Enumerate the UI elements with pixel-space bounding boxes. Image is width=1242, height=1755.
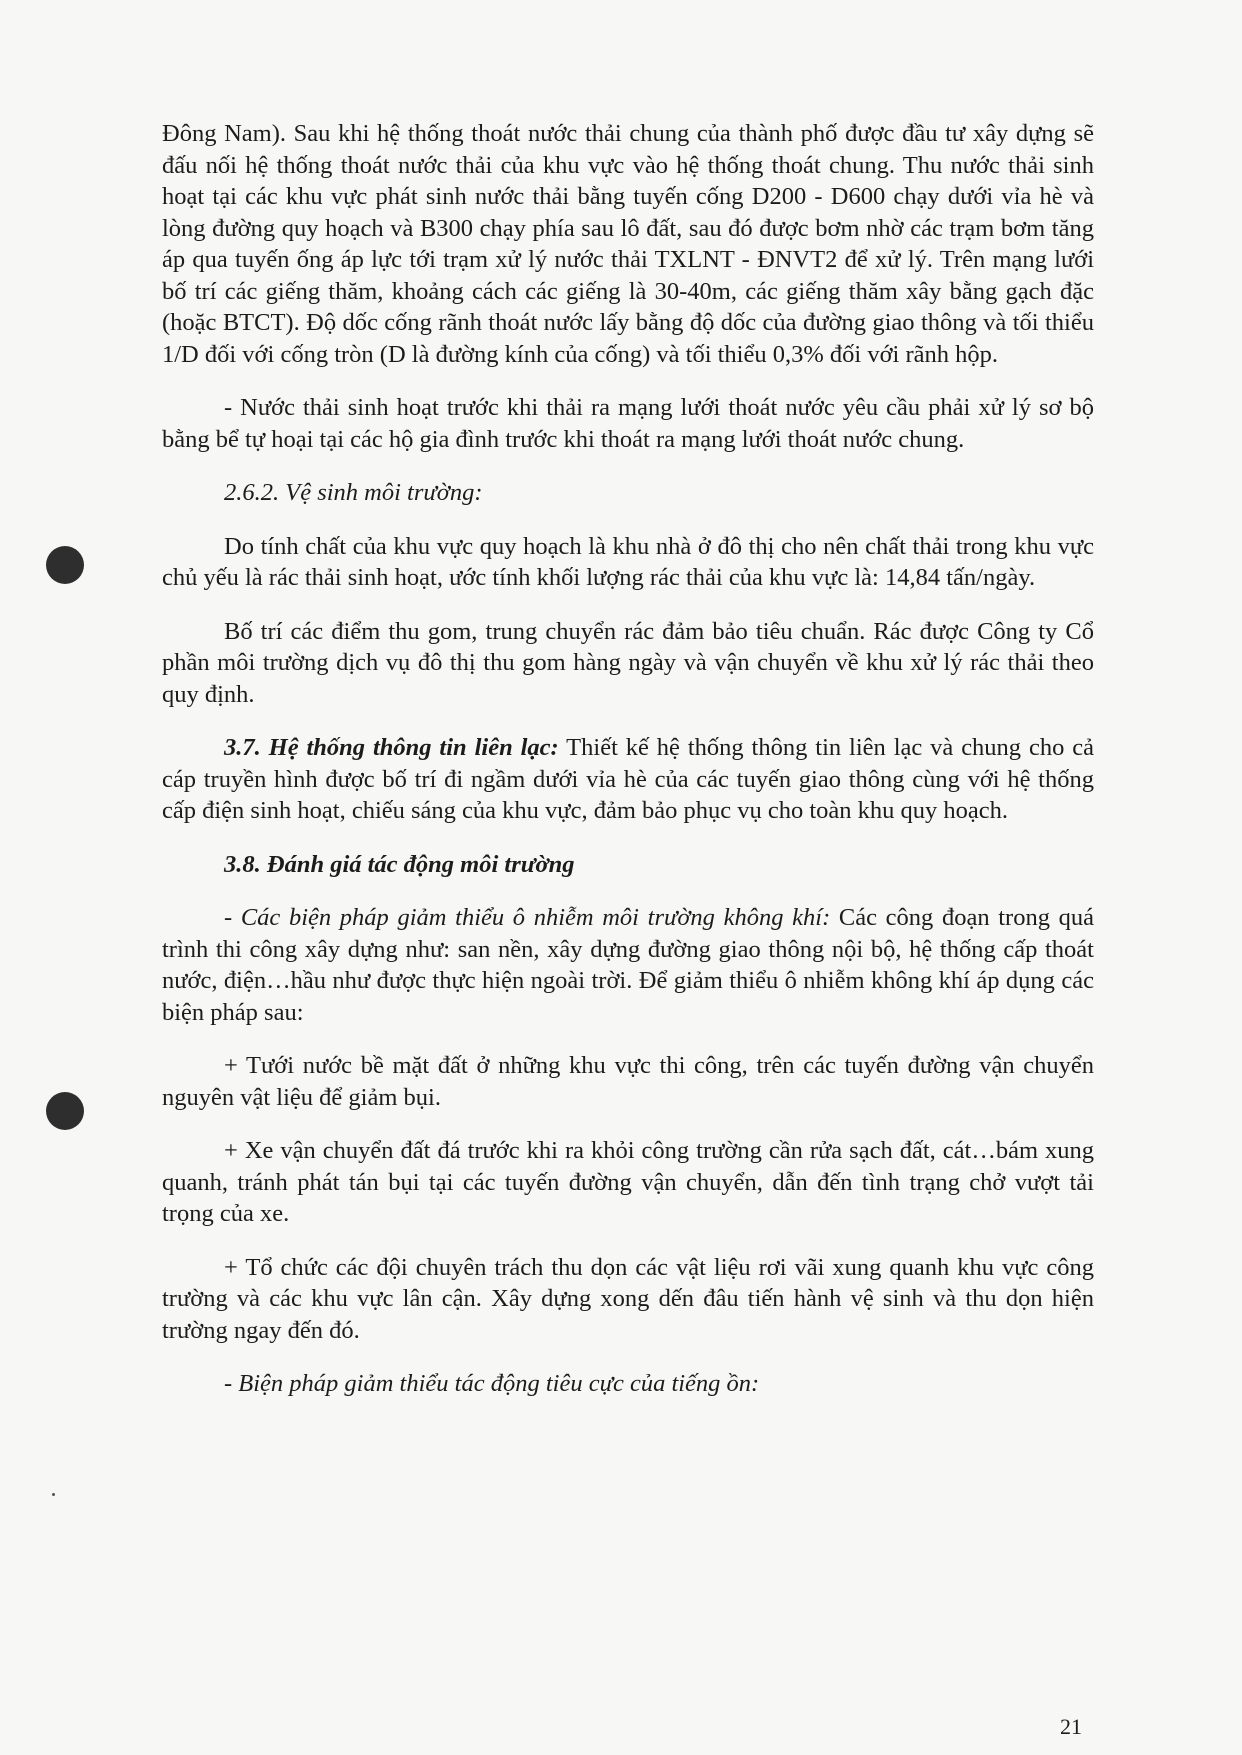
paragraph-air-pollution — [162, 902, 1094, 1028]
paragraph-vehicles: + Xe vận chuyển đất đá trước khi ra khỏi công trường cần rửa sạch đất, cát…bám xung quanh, tránh phát tán bụi tại các tuyến đường vận chuyển, dẫn đến tình trạng chở vượt tải trọng của xe. — [162, 1137, 1094, 1227]
paragraph-noise: - Biện pháp giảm thiểu tác động tiêu cực của tiếng ồn: — [224, 1370, 760, 1397]
air-pollution-text: Các công đoạn trong quá trình thi công xây dựng như: san nền, xây dựng đường giao thông nội bộ, hệ thống cấp thoát nước, điện…hầu như được thực hiện ngoài trời. Để giảm thiểu ô nhiễm không khí áp dụng các biện pháp sau: — [162, 904, 1094, 1026]
paragraph-communication — [162, 732, 1094, 827]
scan-speck — [52, 1493, 55, 1496]
paragraph-collection: Bố trí các điểm thu gom, trung chuyển rác đảm bảo tiêu chuẩn. Rác được Công ty Cổ phần môi trường dịch vụ đô thị thu gom hàng ngày và vận chuyển về khu xử lý rác thải theo quy định. — [162, 617, 1094, 708]
paragraph-communication-text: Thiết kế hệ thống thông tin liên lạc và chung cho cả cáp truyền hình được bố trí đi ngầm dưới vỉa hè của các tuyến giao thông cùng với hệ thống cấp điện sinh hoạt, chiếu sáng của khu vực, đảm bảo phục vụ cho toàn khu quy hoạch. — [162, 734, 1095, 824]
punch-hole-top — [46, 546, 84, 584]
heading-3-7: 3.7. Hệ thống thông tin liên lạc: — [224, 734, 559, 761]
page-number: 21 — [1060, 1714, 1082, 1739]
air-pollution-label: - Các biện pháp giảm thiểu ô nhiễm môi trường không khí: — [224, 904, 831, 931]
document-body — [162, 118, 1094, 1422]
paragraph-waste-volume: Do tính chất của khu vực quy hoạch là khu nhà ở đô thị cho nên chất thải trong khu vực chủ yếu là rác thải sinh hoạt, ước tính khối lượng rác thải của khu vực là: 14,84 tấn/ngày. — [162, 532, 1094, 591]
paragraph-watering: + Tưới nước bề mặt đất ở những khu vực thi công, trên các tuyến đường vận chuyển nguyên vật liệu để giảm bụi. — [162, 1052, 1094, 1111]
paragraph-drainage: Đông Nam). Sau khi hệ thống thoát nước thải chung của thành phố được đầu tư xây dựng sẽ đấu nối hệ thống thoát nước thải của khu vực vào hệ thống thoát chung. Thu nước thải sinh hoạt tại các khu vực phát sinh nước thải bằng tuyến cống D200 - D600 chạy dưới vỉa hè và lòng đường quy hoạch và B300 chạy phía sau lô đất, sau đó được bơm nhờ các trạm bơm tăng áp qua tuyến ống áp lực tới trạm xử lý nước thải TXLNT - ĐNVT2 để xử lý. Trên mạng lưới bố trí các giếng thăm, khoảng cách các giếng là 30-40m, các giếng thăm xây bằng gạch đặc (hoặc BTCT). Độ dốc cống rãnh thoát nước lấy bằng độ dốc của đường giao thông và tối thiểu 1/D đối với cống tròn (D là đường kính của cống) và tối thiểu 0,3% đối với rãnh hộp. — [162, 120, 1094, 368]
heading-3-8: 3.8. Đánh giá tác động môi trường — [224, 850, 575, 878]
paragraph-septic: - Nước thải sinh hoạt trước khi thải ra mạng lưới thoát nước yêu cầu phải xử lý sơ bộ bằng bể tự hoại tại các hộ gia đình trước khi thoát ra mạng lưới thoát nước chung. — [162, 394, 1094, 453]
subheading-2-6-2: 2.6.2. Vệ sinh môi trường: — [224, 479, 483, 506]
paragraph-cleanup: + Tổ chức các đội chuyên trách thu dọn các vật liệu rơi vãi xung quanh khu vực công trường và các khu vực lân cận. Xây dựng xong dến đâu tiến hành vệ sinh và thu dọn hiện trường ngay đến đó. — [162, 1253, 1094, 1344]
punch-hole-bottom — [46, 1092, 84, 1130]
